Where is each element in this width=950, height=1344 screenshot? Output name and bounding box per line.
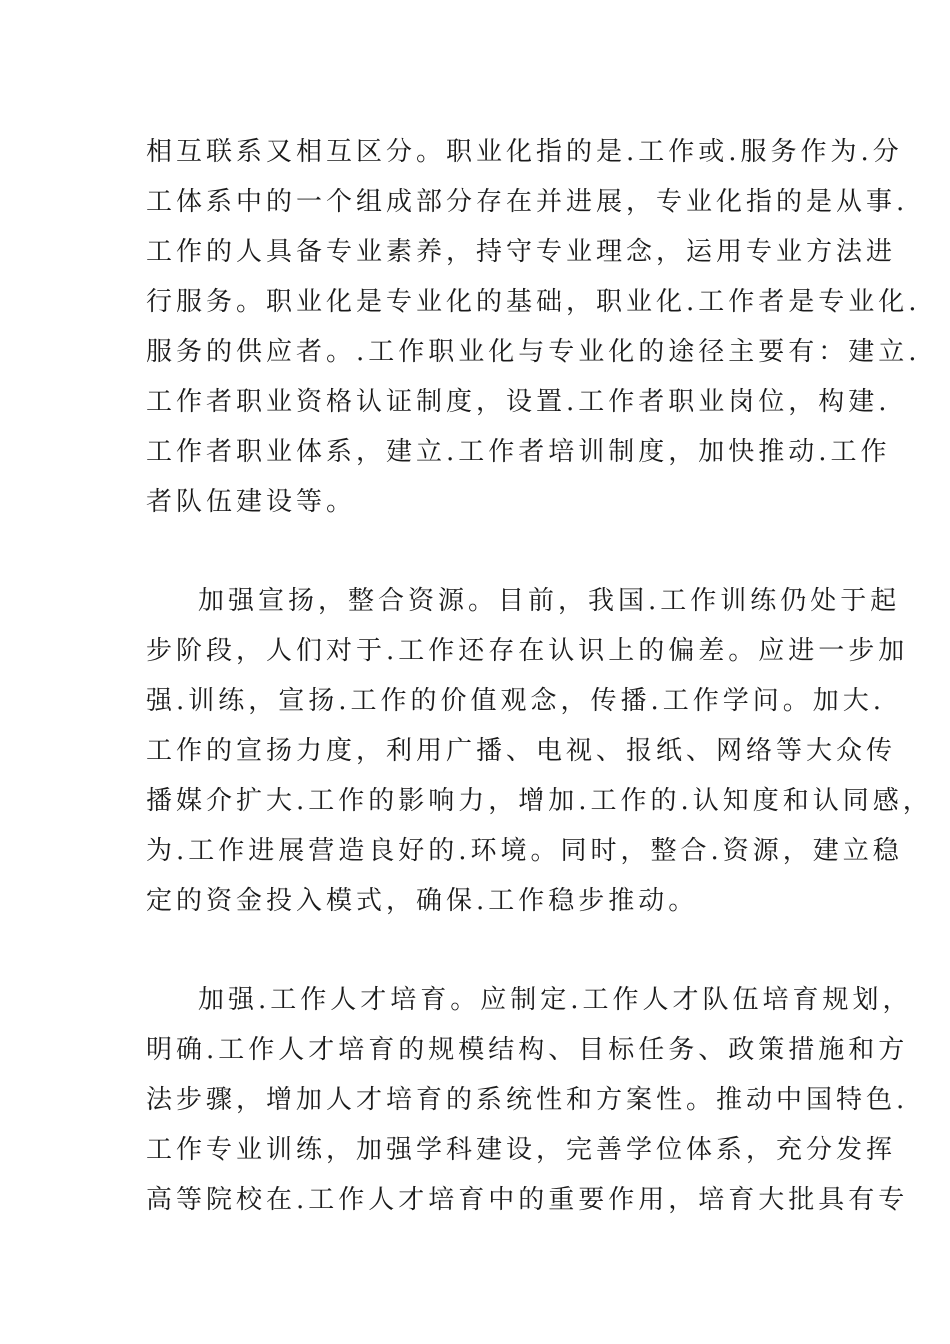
text-line: 为.工作进展营造良好的.环境。同时，整合.资源，建立稳 (146, 836, 903, 866)
text-line: 定的资金投入模式，确保.工作稳步推动。 (146, 886, 699, 916)
text-line: 工体系中的一个组成部分存在并进展，专业化指的是从事. (146, 187, 909, 217)
text-line: 法步骤，增加人才培育的系统性和方案性。推动中国特色. (146, 1085, 909, 1115)
text-line: 工作的人具备专业素养，持守专业理念，运用专业方法进 (146, 237, 897, 267)
text-line: 工作者职业资格认证制度，设置.工作者职业岗位，构建. (146, 387, 891, 417)
text-line: 工作者职业体系，建立.工作者培训制度，加快推动.工作 (146, 437, 891, 467)
text-line: 行服务。职业化是专业化的基础，职业化.工作者是专业化. (146, 287, 921, 317)
text-line: 工作的宣扬力度，利用广播、电视、报纸、网络等大众传 (146, 736, 897, 766)
text-line: 相互联系又相互区分。职业化指的是.工作或.服务作为.分 (146, 137, 903, 167)
text-line: 强.训练，宣扬.工作的价值观念，传播.工作学问。加大. (146, 686, 886, 716)
text-line: 服务的供应者。.工作职业化与专业化的途径主要有：建立. (146, 337, 921, 367)
text-line: 工作专业训练，加强学科建设，完善学位体系，充分发挥 (146, 1135, 897, 1165)
text-line: 加强宣扬，整合资源。目前，我国.工作训练仍处于起 (198, 586, 901, 616)
text-line: 加强.工作人才培育。应制定.工作人才队伍培育规划， (198, 985, 913, 1015)
text-line: 者队伍建设等。 (146, 487, 357, 517)
text-line: 播媒介扩大.工作的影响力，增加.工作的.认知度和认同感， (146, 786, 933, 816)
text-line: 明确.工作人才培育的规模结构、目标任务、政策措施和方 (146, 1035, 909, 1065)
text-line: 高等院校在.工作人才培育中的重要作用，培育大批具有专 (146, 1185, 909, 1215)
text-line: 步阶段，人们对于.工作还存在认识上的偏差。应进一步加 (146, 636, 909, 666)
